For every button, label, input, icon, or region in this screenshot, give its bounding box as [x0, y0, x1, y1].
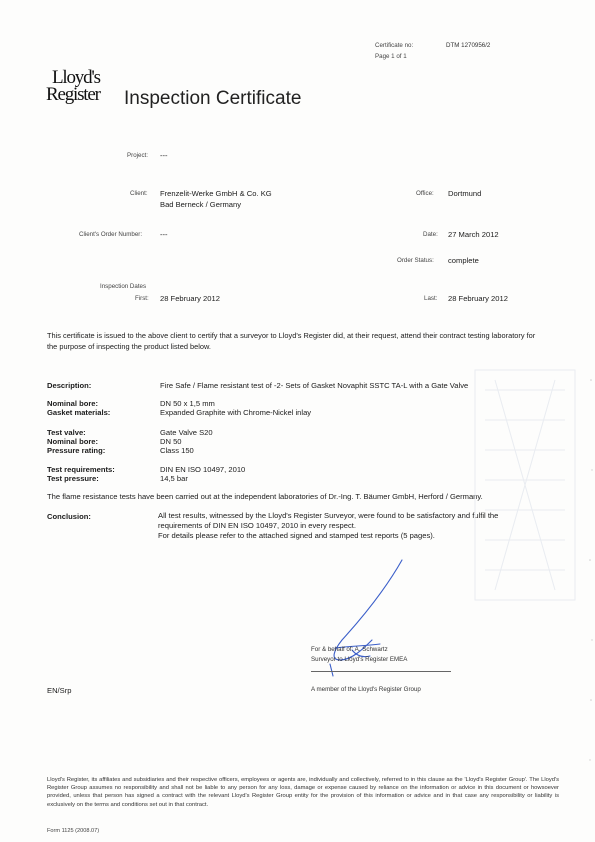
order-status-label: Order Status:	[397, 257, 434, 264]
scan-edge-speckles	[587, 0, 595, 842]
intro-paragraph: This certificate is issued to the above client to certify that a surveyor to Lloyd's Register did, at their request, attend their contract testing laboratory for the purpose of inspecting the product listed below.	[47, 331, 536, 351]
client-label: Client:	[130, 190, 148, 197]
first-date-value: 28 February 2012	[160, 294, 220, 303]
order-status-value: complete	[448, 256, 479, 265]
page-title: Inspection Certificate	[124, 88, 302, 109]
signature-surveyor-title: Surveyor to Lloyd's Register EMEA	[311, 656, 408, 663]
office-value: Dortmund	[448, 189, 482, 198]
nominal-bore-2-label: Nominal bore:	[47, 437, 99, 446]
first-date-label: First:	[135, 295, 149, 302]
client-name: Frenzelit-Werke GmbH & Co. KG	[160, 189, 272, 198]
inspection-dates-label: Inspection Dates	[100, 283, 147, 290]
last-date-label: Last:	[424, 295, 438, 302]
lloyds-register-logo: Lloyd's Register	[46, 67, 100, 105]
conclusion-line-2: requirements of DIN EN ISO 10497, 2010 in every respect.	[158, 521, 356, 530]
page-indicator: Page 1 of 1	[375, 53, 407, 60]
nominal-bore-label: Nominal bore:	[47, 399, 99, 408]
test-pressure-label: Test pressure:	[47, 474, 99, 483]
nominal-bore-value: DN 50 x 1,5 mm	[160, 399, 215, 408]
test-valve-label: Test valve:	[47, 428, 86, 437]
pressure-rating-label: Pressure rating:	[47, 446, 106, 455]
description-label: Description:	[47, 381, 92, 390]
conclusion-label: Conclusion:	[47, 512, 91, 521]
project-label: Project:	[127, 152, 148, 159]
gasket-materials-value: Expanded Graphite with Chrome-Nickel inlay	[160, 408, 312, 417]
pressure-rating-value: Class 150	[160, 446, 194, 455]
test-requirements-label: Test requirements:	[47, 465, 115, 474]
signature-line	[311, 671, 451, 672]
date-label: Date:	[423, 231, 438, 238]
last-date-value: 28 February 2012	[448, 294, 508, 303]
conclusion-line-1: All test results, witnessed by the Lloyd's Register Surveyor, were found to be satisfactory and fulfil the	[158, 511, 499, 520]
certificate-number-label: Certificate no:	[375, 42, 414, 49]
test-requirements-value: DIN EN ISO 10497, 2010	[160, 465, 246, 474]
watermark-emblem	[455, 360, 585, 620]
legal-disclaimer: Lloyd's Register, its affiliates and subsidiaries and their respective officers, employees or agents are, individually and collectively, referred to in this clause as the 'Lloyd's Register Group'. The Lloyd's Register Group assumes no responsibility and shall not be liable to any person for any loss, damage or expense caused by reliance on the information or advice in this document or howsoever provided, unless that person has signed a contract with the relevant Lloyd's Register Group entity for the provision of this information or advice and in that case any responsibility or liability is exclusively on the terms and conditions set out in that contract.	[47, 777, 559, 808]
form-number: Form 1125 (2008.07)	[47, 828, 100, 834]
order-number-label: Client's Order Number:	[79, 231, 143, 238]
date-value: 27 March 2012	[448, 230, 499, 239]
description-value: Fire Safe / Flame resistant test of -2- Sets of Gasket Novaphit SSTC TA-L with a Gate Valve	[160, 381, 469, 390]
signature-for-behalf: For & behalf of: A. Schwartz	[311, 646, 388, 653]
client-location: Bad Berneck / Germany	[160, 200, 242, 209]
conclusion-line-3: For details please refer to the attached signed and stamped test reports (5 pages).	[158, 531, 435, 540]
gasket-materials-label: Gasket materials:	[47, 408, 111, 417]
project-value: ---	[160, 151, 168, 160]
reference-code: EN/Srp	[47, 686, 72, 695]
nominal-bore-2-value: DN 50	[160, 437, 182, 446]
test-valve-value: Gate Valve S20	[160, 428, 213, 437]
flame-test-statement: The flame resistance tests have been carried out at the independent laboratories of Dr.-Ing. T. Bäumer GmbH, Herford / Germany.	[47, 492, 483, 501]
test-pressure-value: 14,5 bar	[160, 474, 188, 483]
office-label: Office:	[416, 190, 434, 197]
certificate-number: DTM 1270956/2	[446, 42, 491, 49]
group-member-note: A member of the Lloyd's Register Group	[311, 686, 421, 693]
order-number-value: ---	[160, 230, 168, 239]
